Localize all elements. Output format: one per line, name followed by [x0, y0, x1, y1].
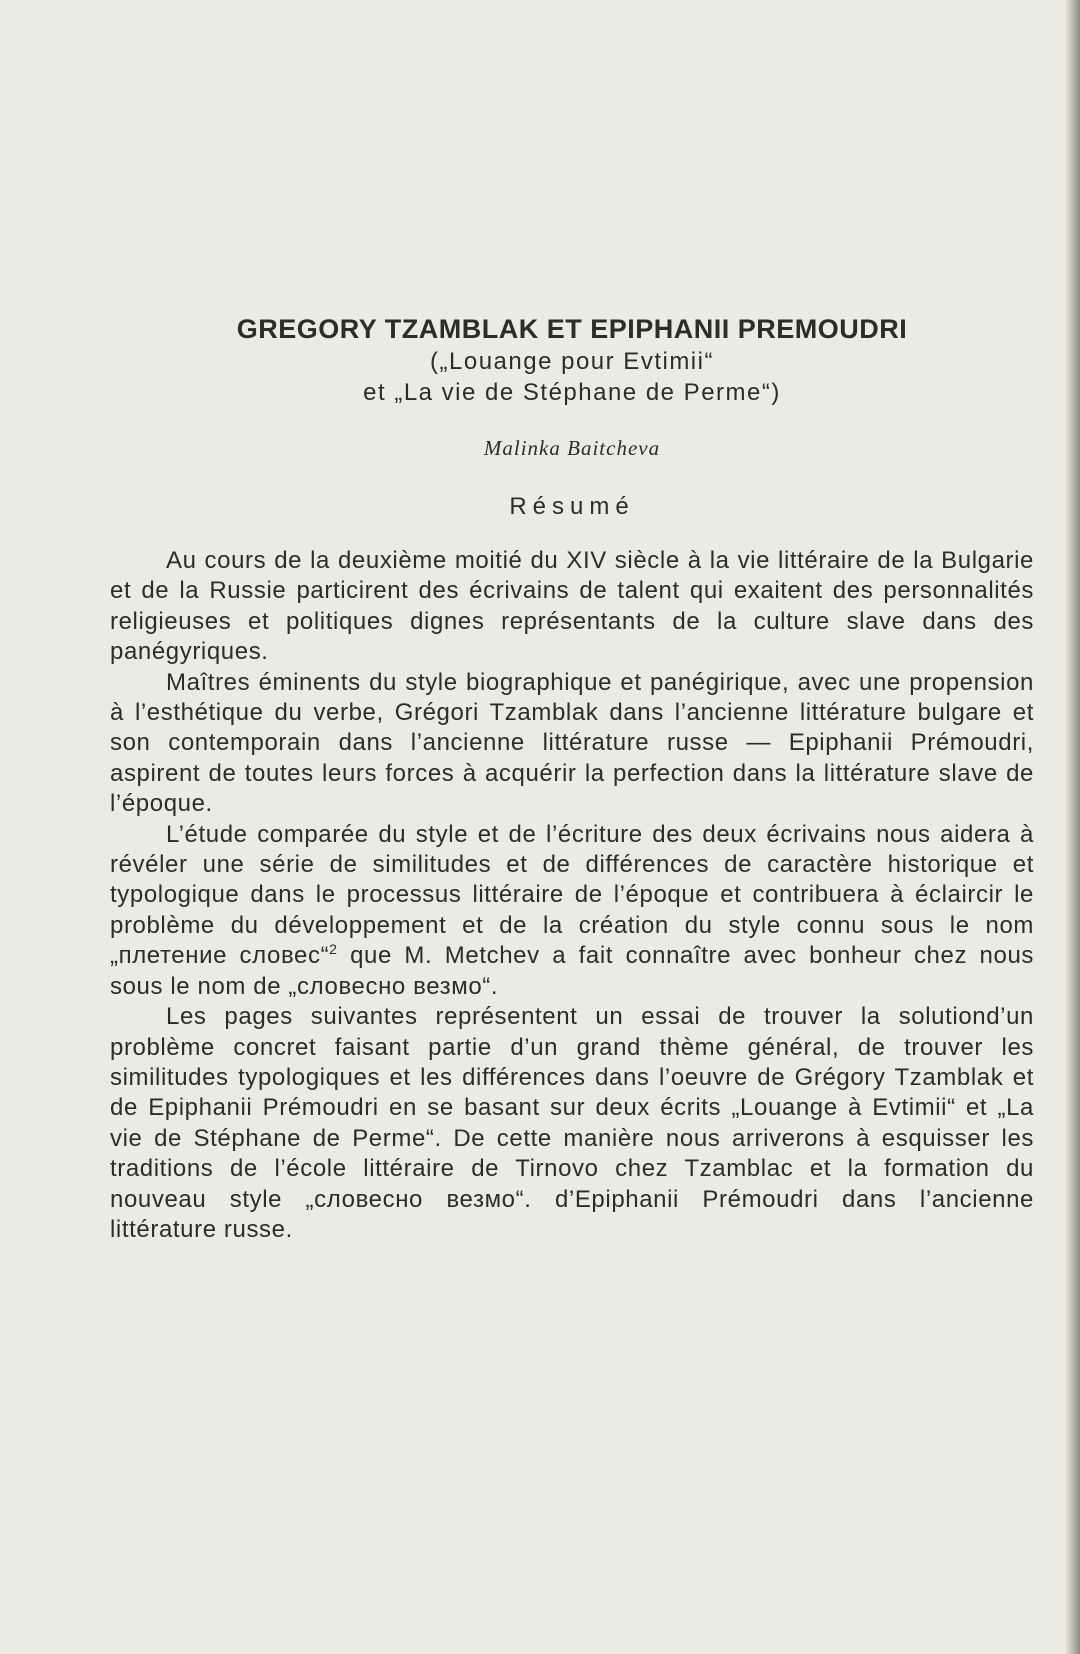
author-name: Malinka Baitcheva — [483, 436, 661, 460]
footnote-marker: 2 — [329, 941, 338, 958]
document-page — [110, 312, 1034, 1245]
paragraph-2: Maîtres éminents du style biographique et panégirique, avec une propension à l’esthétique du verbe, Grégori Tzamblak dans l’ancienne littérature bulgare et son contemporain dans l’ancienne littérature russe — Epiphanii Prémoudri, aspirent de toutes leurs forces à acquérir la perfection dans la littérature slave de l’époque. — [110, 668, 1034, 818]
paragraph-3-text-b: que M. Metchev a fait connaître avec bonheur chez nous sous le nom de „словесно везмо“. — [110, 942, 1034, 1000]
paragraph-4: Les pages suivantes représentent un essai de trouver la solutiond’un problème concret faisant partie d’un grand thème général, de trouver les similitudes typologiques et les différences dans l’oeuvre de Grégory Tzamblak et de Epiphanii Prémoudri en se basant sur deux écrits „Louange à Evtimii“ et „La vie de Stéphane de Perme“. De cette manière nous arriverons à esquisser les traditions de l’école littéraire de Tirnovo chez Tzamblac et la formation du nouveau style „словесно везмо“. d’Epiphanii Prémoudri dans l’ancienne littérature russe. — [110, 1003, 1034, 1243]
article-subtitle-line-2: et „La vie de Stéphane de Perme“) — [363, 379, 781, 406]
paragraph-3 — [110, 820, 1034, 1002]
paragraph-1: Au cours de la deuxième moitié du XIV siècle à la vie littéraire de la Bulgarie et de la Russie particirent des écrivains de talent qui exaitent des personnalités religieuses et politiques dignes représentants de la culture slave dans des panégyriques. — [110, 547, 1034, 666]
article-subtitle-line-1: („Louange pour Evtimii“ — [430, 348, 714, 375]
article-title: GREGORY TZAMBLAK ET EPIPHANII PREMOUDRI — [236, 314, 908, 344]
paragraph-3-text-a: L’étude comparée du style et de l’écriture des deux écrivains nous aidera à révéler une série de similitudes et de différences de caractère historique et typologique dans le processus littéraire de l’époque et contribuera à éclaircir le problème du développement et de la création du style connu sous le nom „плетение словес“ — [110, 820, 1034, 970]
section-heading: Résumé — [509, 493, 635, 520]
page-edge-shadow — [1066, 0, 1080, 1654]
